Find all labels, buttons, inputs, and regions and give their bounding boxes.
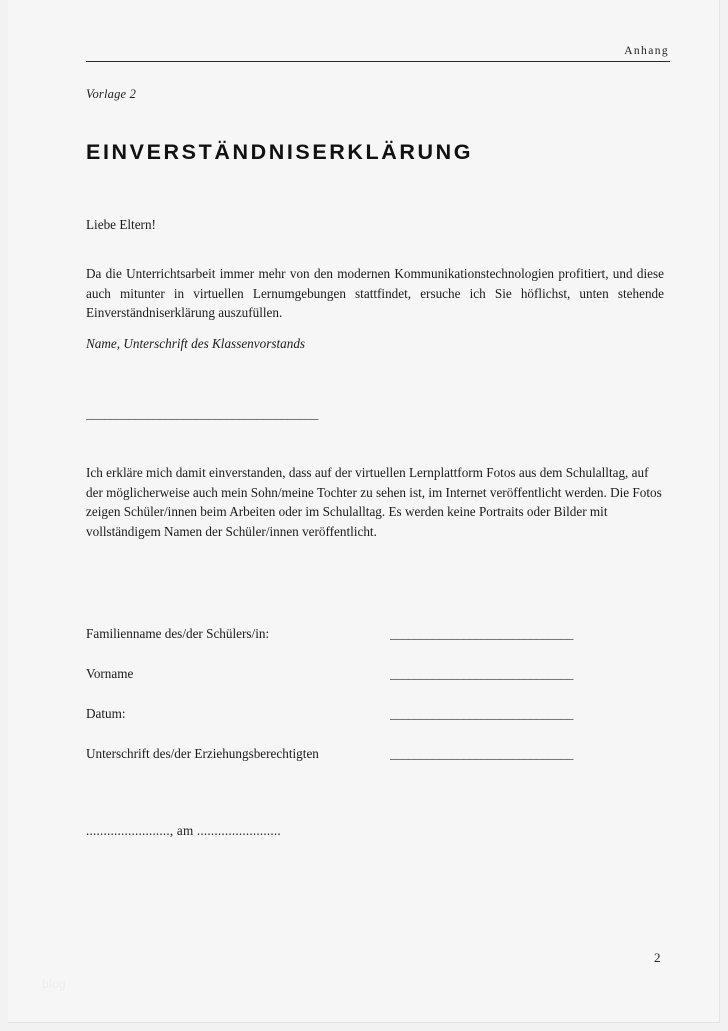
page-number: 2: [654, 950, 661, 965]
form-fields: [86, 625, 670, 785]
header-divider: [86, 61, 670, 62]
running-head-label: Anhang: [624, 45, 669, 57]
template-marker: Vorlage 2: [86, 87, 137, 101]
teacher-signature-blank: ______________________________________: [86, 406, 318, 421]
running-header: [86, 44, 670, 62]
field-blank-vorname[interactable]: ______________________________: [390, 666, 574, 681]
field-blank-familienname[interactable]: ______________________________: [390, 626, 574, 641]
field-label-vorname: Vorname: [86, 666, 134, 681]
page-title: EINVERSTÄNDNISERKLÄRUNG: [86, 140, 474, 165]
watermark-text: blog: [42, 977, 66, 991]
form-row: [86, 665, 670, 705]
field-label-familienname: Familienname des/der Schülers/in:: [86, 626, 270, 641]
field-blank-datum[interactable]: ______________________________: [390, 706, 574, 721]
field-label-datum: Datum:: [86, 706, 126, 721]
intro-paragraph: Da die Unterrichtsarbeit immer mehr von den modernen Kommunikationstechnologien profitiert, und diese auch mitunter in virtuellen Lernumgebungen stattfindet, ersuche ich Sie höflichst, unten stehende Einverständniserklärung auszufüllen.: [86, 266, 664, 321]
place-date-line[interactable]: ........................, am ........................: [86, 823, 281, 838]
salutation-text: Liebe Eltern!: [86, 217, 156, 232]
document-page: [8, 0, 720, 1023]
form-row: [86, 705, 670, 745]
field-blank-unterschrift[interactable]: ______________________________: [390, 746, 574, 761]
page-content: [86, 0, 670, 1022]
signer-caption: Name, Unterschrift des Klassenvorstands: [86, 336, 306, 351]
field-label-unterschrift: Unterschrift des/der Erziehungsberechtigten: [86, 746, 319, 761]
declaration-paragraph: Ich erkläre mich damit einverstanden, dass auf der virtuellen Lernplattform Fotos aus dem Schulalltag, auf der möglicherweise auch mein Sohn/meine Tochter zu sehen ist, im Internet veröffentlicht werden. Die Fotos zeigen Schüler/innen beim Arbeiten oder im Schulalltag. Es werden keine Portraits oder Bilder mit vollständigem Namen der Schüler/innen veröffentlicht.: [86, 465, 662, 539]
form-row: [86, 745, 670, 785]
form-row: [86, 625, 670, 665]
